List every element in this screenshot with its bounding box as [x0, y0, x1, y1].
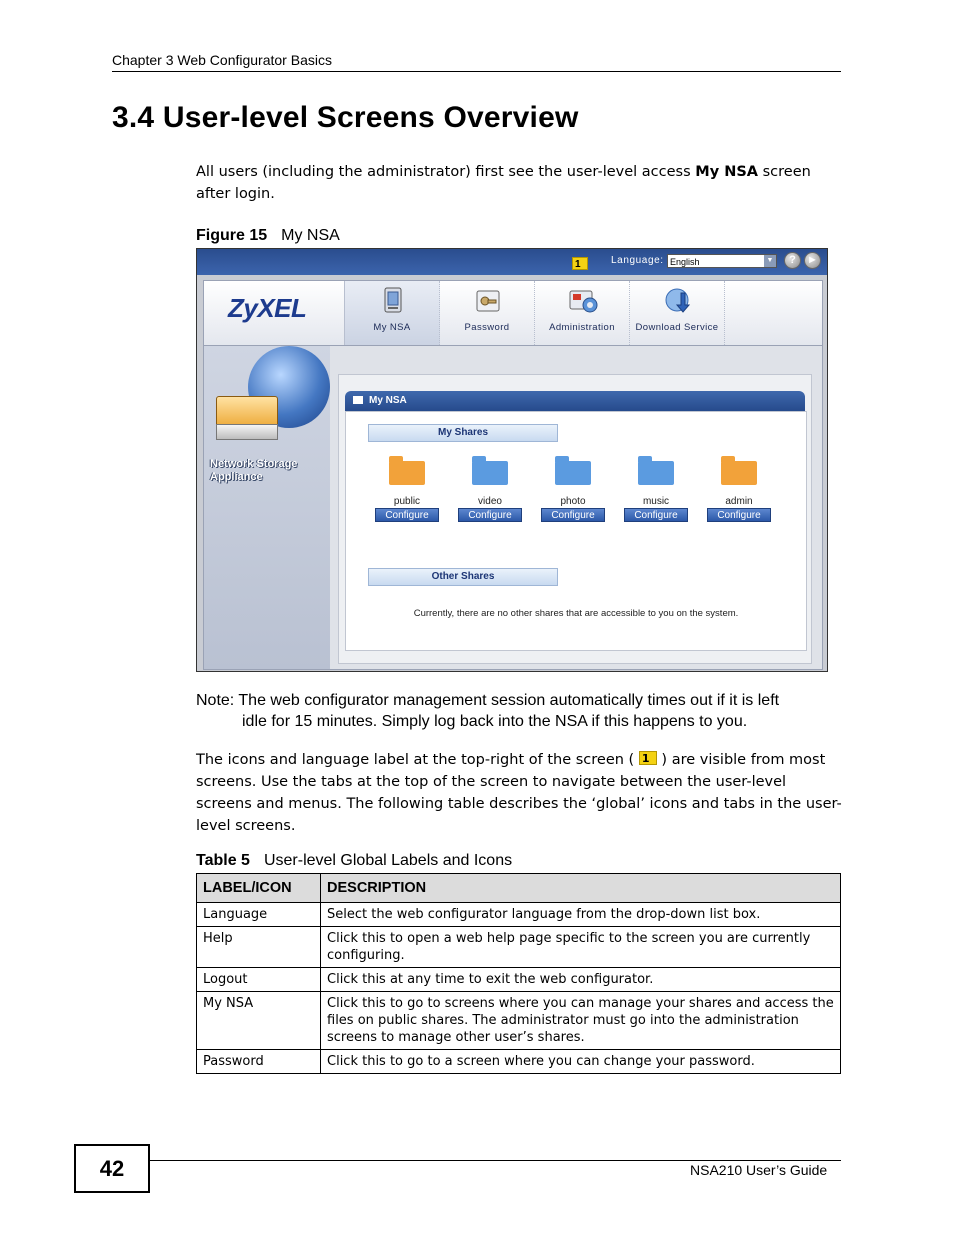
folder-body: [721, 461, 757, 485]
share-folder-icon: [721, 456, 757, 486]
table-row: [197, 1050, 841, 1074]
folder-body: [472, 461, 508, 485]
tab-label: My NSA: [373, 322, 411, 333]
folder-body: [389, 461, 425, 485]
no-other-shares-text: Currently, there are no other shares that are accessible to you on the system.: [413, 608, 739, 619]
my-nsa-screenshot: [196, 248, 828, 672]
folder-body: [555, 461, 591, 485]
intro-bold-term: My NSA: [695, 164, 758, 180]
tab-label: Download Service: [635, 322, 719, 333]
row-label: Help: [197, 927, 321, 968]
zyxel-logo: ZyXEL: [228, 293, 307, 323]
note-line-2: idle for 15 minutes. Simply log back into the NSA if this happens to you.: [242, 713, 748, 730]
share-folder-icon: [472, 456, 508, 486]
panel-body: [345, 411, 807, 651]
table-row: [197, 903, 841, 927]
help-icon[interactable]: ?: [784, 252, 801, 269]
table-row: [197, 968, 841, 992]
guide-name: NSA210 User’s Guide: [690, 1162, 828, 1178]
global-icons-paragraph: [196, 749, 844, 837]
table-row: [197, 992, 841, 1050]
panel-header: [345, 391, 805, 411]
intro-text: All users (including the administrator) first see the user-level access: [196, 164, 696, 180]
callout-badge: 1: [572, 257, 588, 270]
logout-icon[interactable]: ►: [804, 252, 821, 269]
share-name: public: [393, 496, 421, 507]
tab-my-nsa[interactable]: [345, 281, 440, 345]
share-name: video: [478, 496, 502, 507]
folder-body: [638, 461, 674, 485]
row-label: Password: [197, 1050, 321, 1074]
section-title: 3.4 User-level Screens Overview: [112, 101, 579, 134]
nsa-icon: [377, 285, 409, 317]
row-description: Click this to go to a screen where you can change your password.: [321, 1050, 841, 1074]
tab-administration[interactable]: [535, 281, 630, 345]
configure-button[interactable]: Configure: [541, 508, 605, 522]
share-name: music: [642, 496, 670, 507]
figure-caption: [196, 227, 340, 245]
footer-rule: [150, 1160, 841, 1161]
share-public[interactable]: [372, 456, 442, 536]
nas-device-base: [216, 424, 278, 440]
administration-icon: [567, 285, 599, 317]
table-row: [197, 927, 841, 968]
row-label: Language: [197, 903, 321, 927]
para2-text: The icons and language label at the top-right of the screen (: [196, 752, 639, 768]
download-service-icon: [662, 285, 694, 317]
my-shares-heading: My Shares: [368, 424, 558, 442]
intro-paragraph: [196, 161, 836, 205]
figure-title: My NSA: [281, 227, 340, 244]
para2-text-end: ) are visible from most screens. Use the tabs at the top of the screen to navigate between the user-level screens and menus. The following table describes the ‘global’ icons and tabs in the user-level screens.: [196, 752, 842, 834]
share-folder-icon: [555, 456, 591, 486]
share-video[interactable]: [455, 456, 525, 536]
share-photo[interactable]: [538, 456, 608, 536]
configure-button[interactable]: Configure: [375, 508, 439, 522]
content-area: [203, 345, 823, 670]
share-admin[interactable]: [704, 456, 774, 536]
note-line-1: Note: The web configurator management session automatically times out if it is left: [196, 692, 780, 709]
row-label: Logout: [197, 968, 321, 992]
configure-button[interactable]: Configure: [707, 508, 771, 522]
note: [196, 690, 836, 732]
app-name: Network Storage Appliance: [210, 458, 298, 483]
chevron-down-icon[interactable]: ▼: [764, 255, 776, 267]
my-nsa-panel: [338, 374, 812, 664]
row-description: Click this to go to screens where you can manage your shares and access the files on public shares. The administrator must go into the administration screens to manage other user’s shares.: [321, 992, 841, 1050]
chapter-header: Chapter 3 Web Configurator Basics: [112, 52, 332, 68]
labels-icons-table: [196, 873, 841, 1074]
tab-label: Password: [464, 322, 510, 333]
language-label: Language:: [611, 255, 664, 266]
nav-bar: [203, 280, 823, 346]
logo-box: [204, 281, 345, 345]
table-title: User-level Global Labels and Icons: [263, 852, 513, 869]
row-label: My NSA: [197, 992, 321, 1050]
panel-title: My NSA: [369, 395, 407, 406]
left-panel: [204, 346, 330, 669]
row-description: Select the web configurator language from the drop-down list box.: [321, 903, 841, 927]
row-description: Click this at any time to exit the web configurator.: [321, 968, 841, 992]
password-icon: [472, 285, 504, 317]
intro-text-end: screen after login.: [196, 164, 811, 202]
language-select[interactable]: [667, 254, 777, 268]
share-folder-icon: [638, 456, 674, 486]
tab-label: Administration: [549, 322, 615, 333]
callout-badge-inline: 1: [639, 751, 657, 765]
table-label: Table 5: [196, 852, 250, 869]
configure-button[interactable]: Configure: [624, 508, 688, 522]
page-number: 42: [74, 1144, 150, 1193]
column-header-description: DESCRIPTION: [321, 874, 841, 903]
header-rule: [112, 71, 841, 72]
column-header-label: LABEL/ICON: [197, 874, 321, 903]
table-caption: [196, 852, 512, 870]
configure-button[interactable]: Configure: [458, 508, 522, 522]
row-description: Click this to open a web help page specific to the screen you are currently configuring.: [321, 927, 841, 968]
share-music[interactable]: [621, 456, 691, 536]
tab-password[interactable]: [440, 281, 535, 345]
share-folder-icon: [389, 456, 425, 486]
tab-download-service[interactable]: [630, 281, 725, 345]
other-shares-heading: Other Shares: [368, 568, 558, 586]
table-header-row: [197, 874, 841, 903]
language-value: English: [670, 257, 700, 267]
folder-icon: [353, 396, 363, 404]
figure-label: Figure 15: [196, 227, 268, 244]
top-bar: [197, 249, 827, 275]
share-name: photo: [560, 496, 586, 507]
share-name: admin: [725, 496, 753, 507]
